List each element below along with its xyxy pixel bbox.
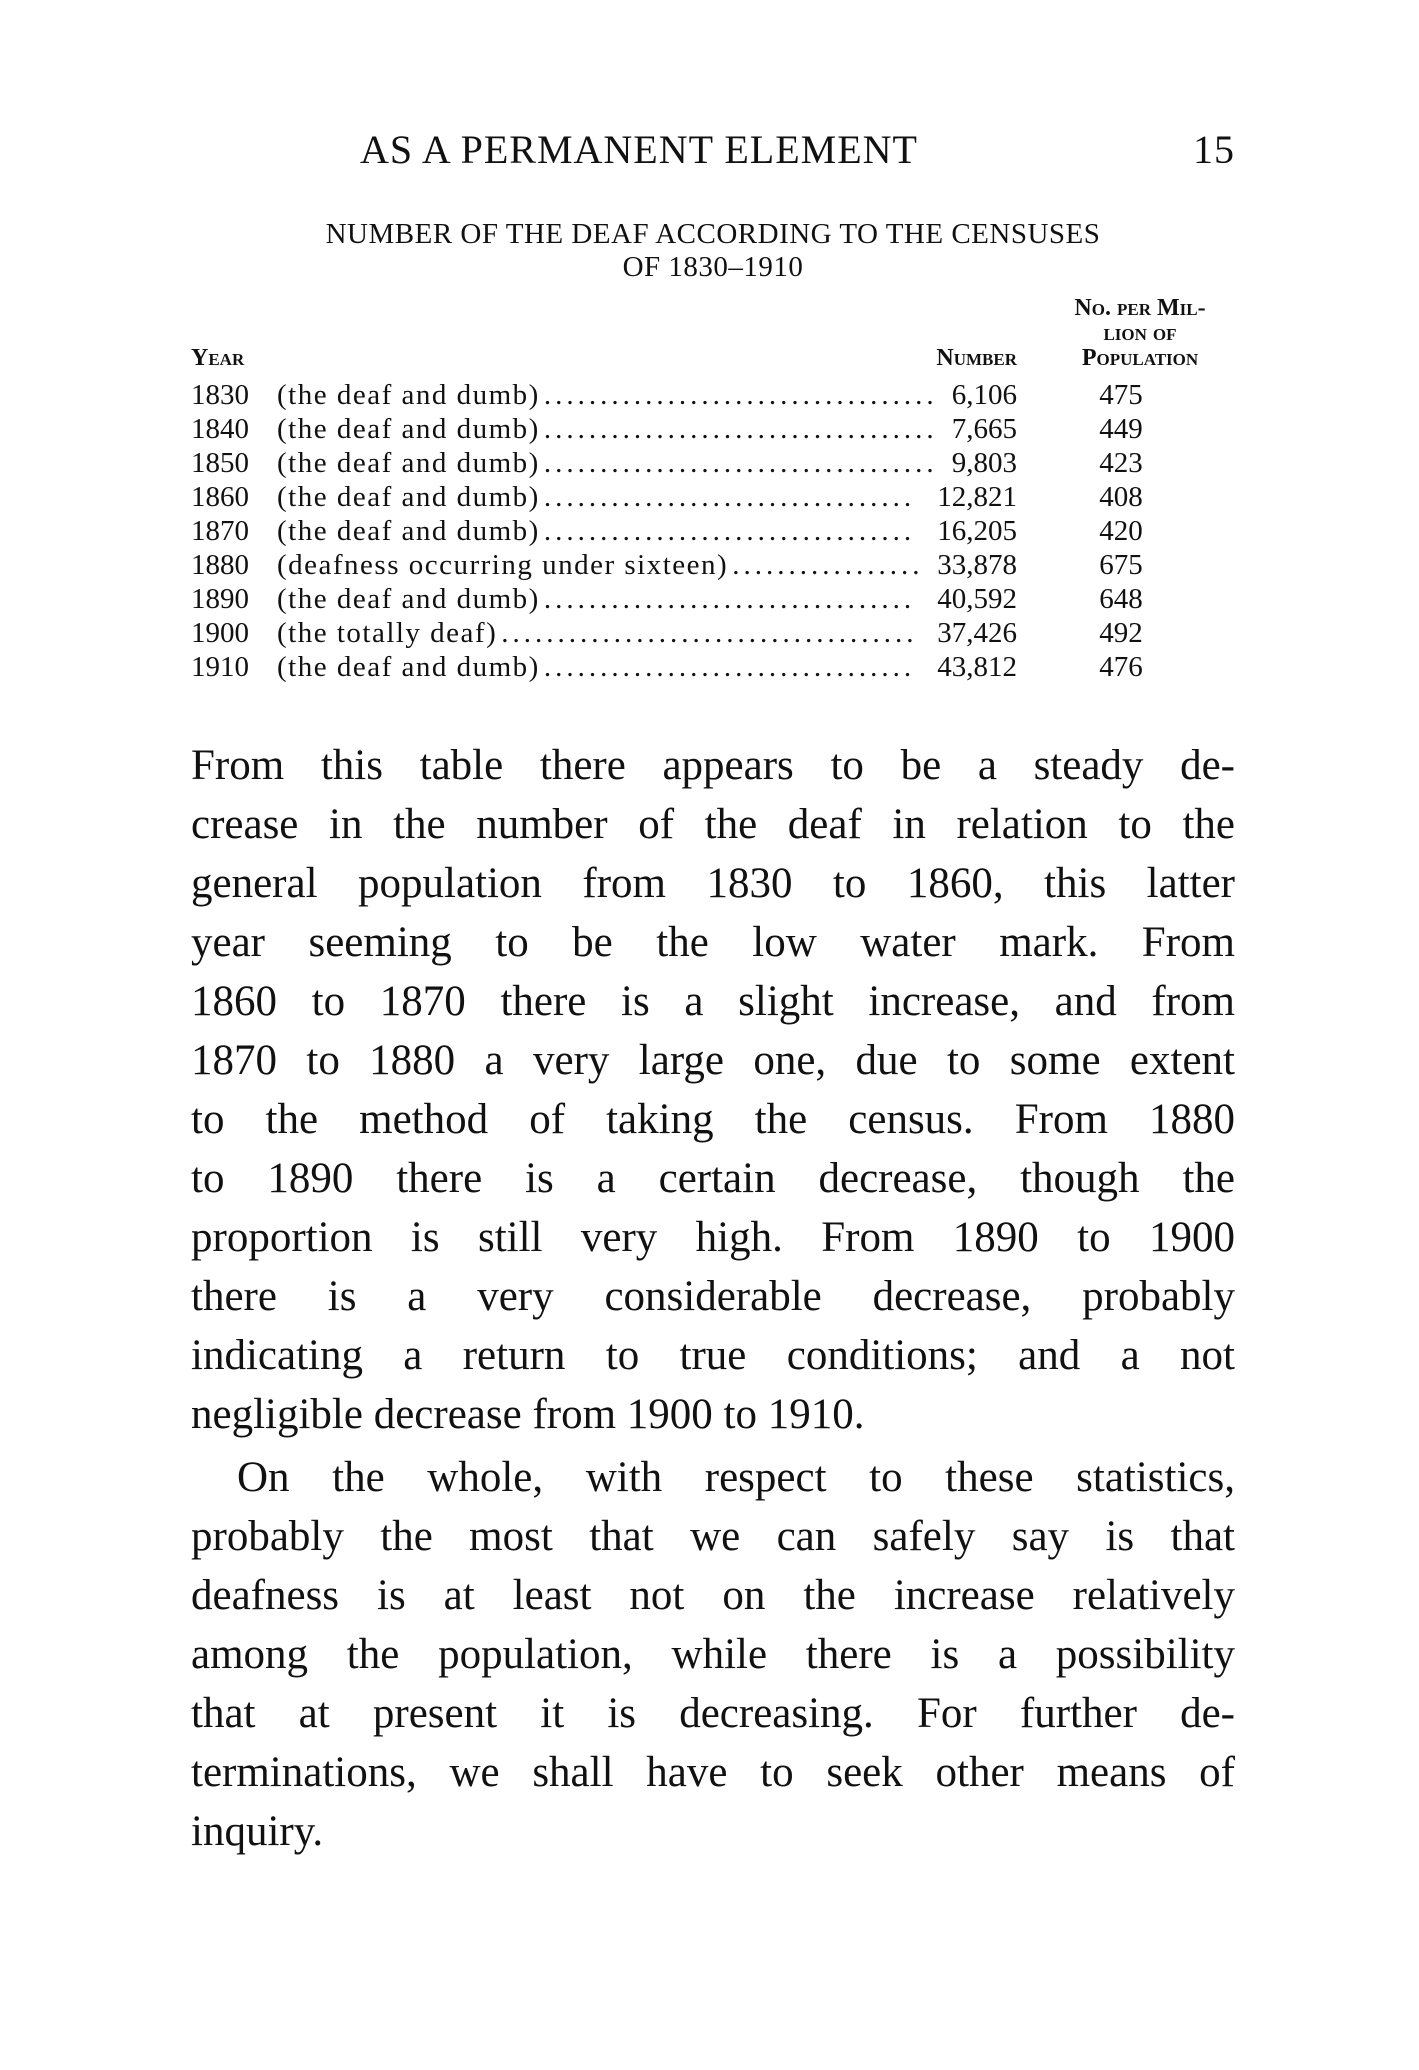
table-title-line-2: OF 1830–1910 <box>622 251 804 283</box>
table-row <box>191 446 1235 480</box>
text-line: proportion is still very high. From 1890 to 1900 <box>191 1214 1235 1261</box>
row-description: (the totally deaf) <box>277 617 498 649</box>
row-year: 1830 <box>191 379 249 411</box>
text-line: deafness is at least not on the increase relatively <box>191 1572 1235 1619</box>
row-per-million: 420 <box>1099 515 1143 547</box>
paragraph-2 <box>191 1448 1235 1861</box>
leader-dots: ................. <box>732 549 924 581</box>
text-line: From this table there appears to be a steady de- <box>191 742 1235 789</box>
leader-dots: ................................. <box>543 515 916 547</box>
row-per-million: 408 <box>1099 481 1143 513</box>
text-line: 1870 to 1880 a very large one, due to some extent <box>191 1037 1235 1084</box>
leader-dots: ..................................... <box>501 617 918 649</box>
row-year: 1850 <box>191 447 249 479</box>
row-per-million: 492 <box>1099 617 1143 649</box>
leader-dots: ................................. <box>543 481 916 513</box>
row-description: (the deaf and dumb) <box>277 481 540 513</box>
row-main <box>191 616 1017 650</box>
row-description: (deafness occurring under sixteen) <box>277 549 729 581</box>
table-row <box>191 548 1235 582</box>
text-line: there is a very considerable decrease, probably <box>191 1273 1235 1320</box>
running-head <box>360 126 1235 173</box>
row-per-million: 449 <box>1099 413 1143 445</box>
leader-dots: ................................. <box>543 651 916 683</box>
table-row <box>191 650 1235 684</box>
table-title <box>191 218 1235 284</box>
text-line: indicating a return to true conditions; and a not <box>191 1332 1235 1379</box>
header-line: Population <box>1081 345 1199 371</box>
header-line: lion of <box>1103 320 1177 346</box>
row-per-million: 476 <box>1099 651 1143 683</box>
row-main <box>191 446 1017 480</box>
row-main <box>191 480 1017 514</box>
row-year: 1910 <box>191 651 249 683</box>
row-description: (the deaf and dumb) <box>277 413 540 445</box>
row-description: (the deaf and dumb) <box>277 583 540 615</box>
running-head-title: AS A PERMANENT ELEMENT <box>360 127 918 172</box>
row-main <box>191 412 1017 446</box>
row-main <box>191 548 1017 582</box>
row-per-million: 475 <box>1099 379 1143 411</box>
row-number: 43,812 <box>937 651 1017 683</box>
row-main <box>191 650 1017 684</box>
row-year: 1870 <box>191 515 249 547</box>
row-number: 37,426 <box>937 617 1017 649</box>
row-description: (the deaf and dumb) <box>277 651 540 683</box>
row-number: 33,878 <box>937 549 1017 581</box>
header-line: No. per Mil- <box>1074 295 1206 321</box>
row-year: 1900 <box>191 617 249 649</box>
table-title-line-1: NUMBER OF THE DEAF ACCORDING TO THE CENSUSES <box>325 218 1101 250</box>
text-line: terminations, we shall have to seek other means of <box>191 1749 1235 1796</box>
row-number: 6,106 <box>951 379 1017 411</box>
row-description: (the deaf and dumb) <box>277 447 540 479</box>
row-number: 12,821 <box>937 481 1017 513</box>
row-main <box>191 582 1017 616</box>
text-line: that at present it is decreasing. For further de- <box>191 1690 1235 1737</box>
row-number: 7,665 <box>951 413 1017 445</box>
text-line: general population from 1830 to 1860, this latter <box>191 860 1235 907</box>
row-number: 40,592 <box>937 583 1017 615</box>
row-per-million: 648 <box>1099 583 1143 615</box>
paragraph-1 <box>191 736 1235 1444</box>
row-number: 9,803 <box>951 447 1017 479</box>
text-line: among the population, while there is a possibility <box>191 1631 1235 1678</box>
text-line: On the whole, with respect to these statistics, <box>237 1454 1235 1501</box>
row-main <box>191 514 1017 548</box>
text-line: to 1890 there is a certain decrease, though the <box>191 1155 1235 1202</box>
row-year: 1840 <box>191 413 249 445</box>
table-row <box>191 514 1235 548</box>
leader-dots: ................................... <box>543 413 938 445</box>
table-row <box>191 378 1235 412</box>
row-year: 1880 <box>191 549 249 581</box>
text-line: crease in the number of the deaf in relation to the <box>191 801 1235 848</box>
row-year: 1890 <box>191 583 249 615</box>
text-line: year seeming to be the low water mark. From <box>191 919 1235 966</box>
text-line: probably the most that we can safely say is that <box>191 1513 1235 1560</box>
row-number: 16,205 <box>937 515 1017 547</box>
row-main <box>191 378 1017 412</box>
row-year: 1860 <box>191 481 249 513</box>
text-line: inquiry. <box>191 1808 324 1855</box>
table-row <box>191 616 1235 650</box>
table-row <box>191 412 1235 446</box>
text-line: 1860 to 1870 there is a slight increase, and from <box>191 978 1235 1025</box>
text-line: to the method of taking the census. From 1880 <box>191 1096 1235 1143</box>
table-row <box>191 480 1235 514</box>
text-line: negligible decrease from 1900 to 1910. <box>191 1391 865 1438</box>
census-table <box>191 378 1235 684</box>
row-description: (the deaf and dumb) <box>277 379 540 411</box>
row-description: (the deaf and dumb) <box>277 515 540 547</box>
column-header-year: Year <box>191 345 245 371</box>
row-per-million: 423 <box>1099 447 1143 479</box>
row-per-million: 675 <box>1099 549 1143 581</box>
column-header-number: Number <box>936 345 1017 371</box>
page-number: 15 <box>1193 127 1235 172</box>
table-row <box>191 582 1235 616</box>
leader-dots: ................................... <box>543 447 938 479</box>
leader-dots: ................................. <box>543 583 916 615</box>
leader-dots: ................................... <box>543 379 938 411</box>
column-header-per-million <box>1045 296 1235 371</box>
